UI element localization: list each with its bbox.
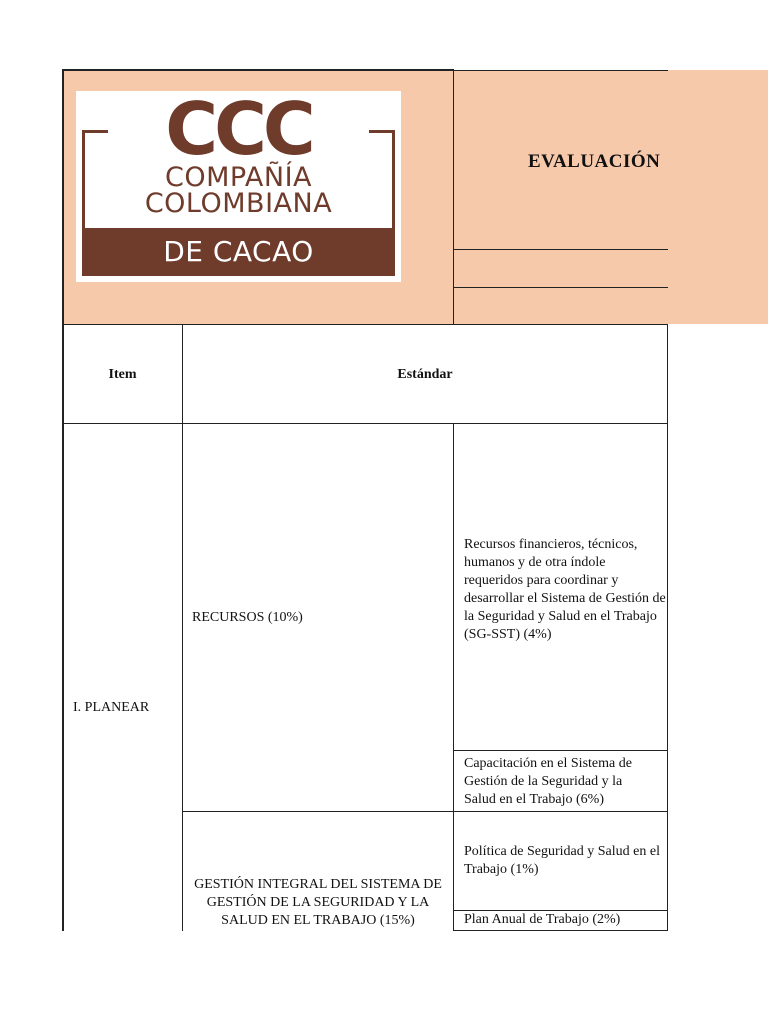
standard-item: Capacitación en el Sistema de Gestión de la Seguridad y la Salud en el Trabajo (6%) bbox=[464, 756, 632, 807]
col-header-item: Item bbox=[108, 367, 137, 382]
group-label-integral-management: GESTIÓN INTEGRAL DEL SISTEMA DE GESTIÓN DE LA SEGURIDAD Y LA SALUD EN EL TRABAJO (15%) bbox=[194, 877, 442, 928]
row-divider-4 bbox=[454, 930, 668, 931]
logo-line-1: COMPAÑÍA bbox=[164, 162, 313, 193]
item-column-divider bbox=[182, 324, 183, 931]
logo-line-3: DE CACAO bbox=[82, 228, 395, 276]
document-title: EVALUACIÓN bbox=[528, 151, 661, 172]
header-top-border bbox=[63, 69, 454, 71]
header-line-2 bbox=[454, 287, 668, 288]
group-label-resources: RECURSOS (10%) bbox=[192, 610, 303, 625]
logo-line-2: COLOMBIANA bbox=[144, 188, 333, 219]
company-logo bbox=[76, 91, 401, 282]
header-divider bbox=[453, 70, 454, 324]
standard-item: Política de Seguridad y Salud en el Trabajo (1%) bbox=[464, 844, 660, 877]
header-top-border-right bbox=[454, 70, 668, 71]
phase-label: I. PLANEAR bbox=[73, 700, 150, 715]
col-header-standard: Estándar bbox=[397, 367, 453, 382]
header-left-border bbox=[62, 69, 64, 931]
table-header-top bbox=[63, 324, 668, 325]
table-header-bottom bbox=[63, 423, 668, 424]
row-divider-1 bbox=[454, 750, 668, 751]
standard-column-divider bbox=[453, 423, 454, 931]
group-divider bbox=[183, 811, 668, 812]
logo-mark: CCC bbox=[165, 91, 312, 171]
standard-item: Recursos financieros, técnicos, humanos y de otra índole requeridos para coordinar y desarrollar el Sistema de Gestión de la Seguridad y Salud en el Trabajo (SG-SST) (4%) bbox=[464, 537, 666, 642]
table-right-border bbox=[667, 324, 668, 931]
header-line-1 bbox=[454, 249, 668, 250]
standard-item: Plan Anual de Trabajo (2%) bbox=[464, 912, 621, 927]
